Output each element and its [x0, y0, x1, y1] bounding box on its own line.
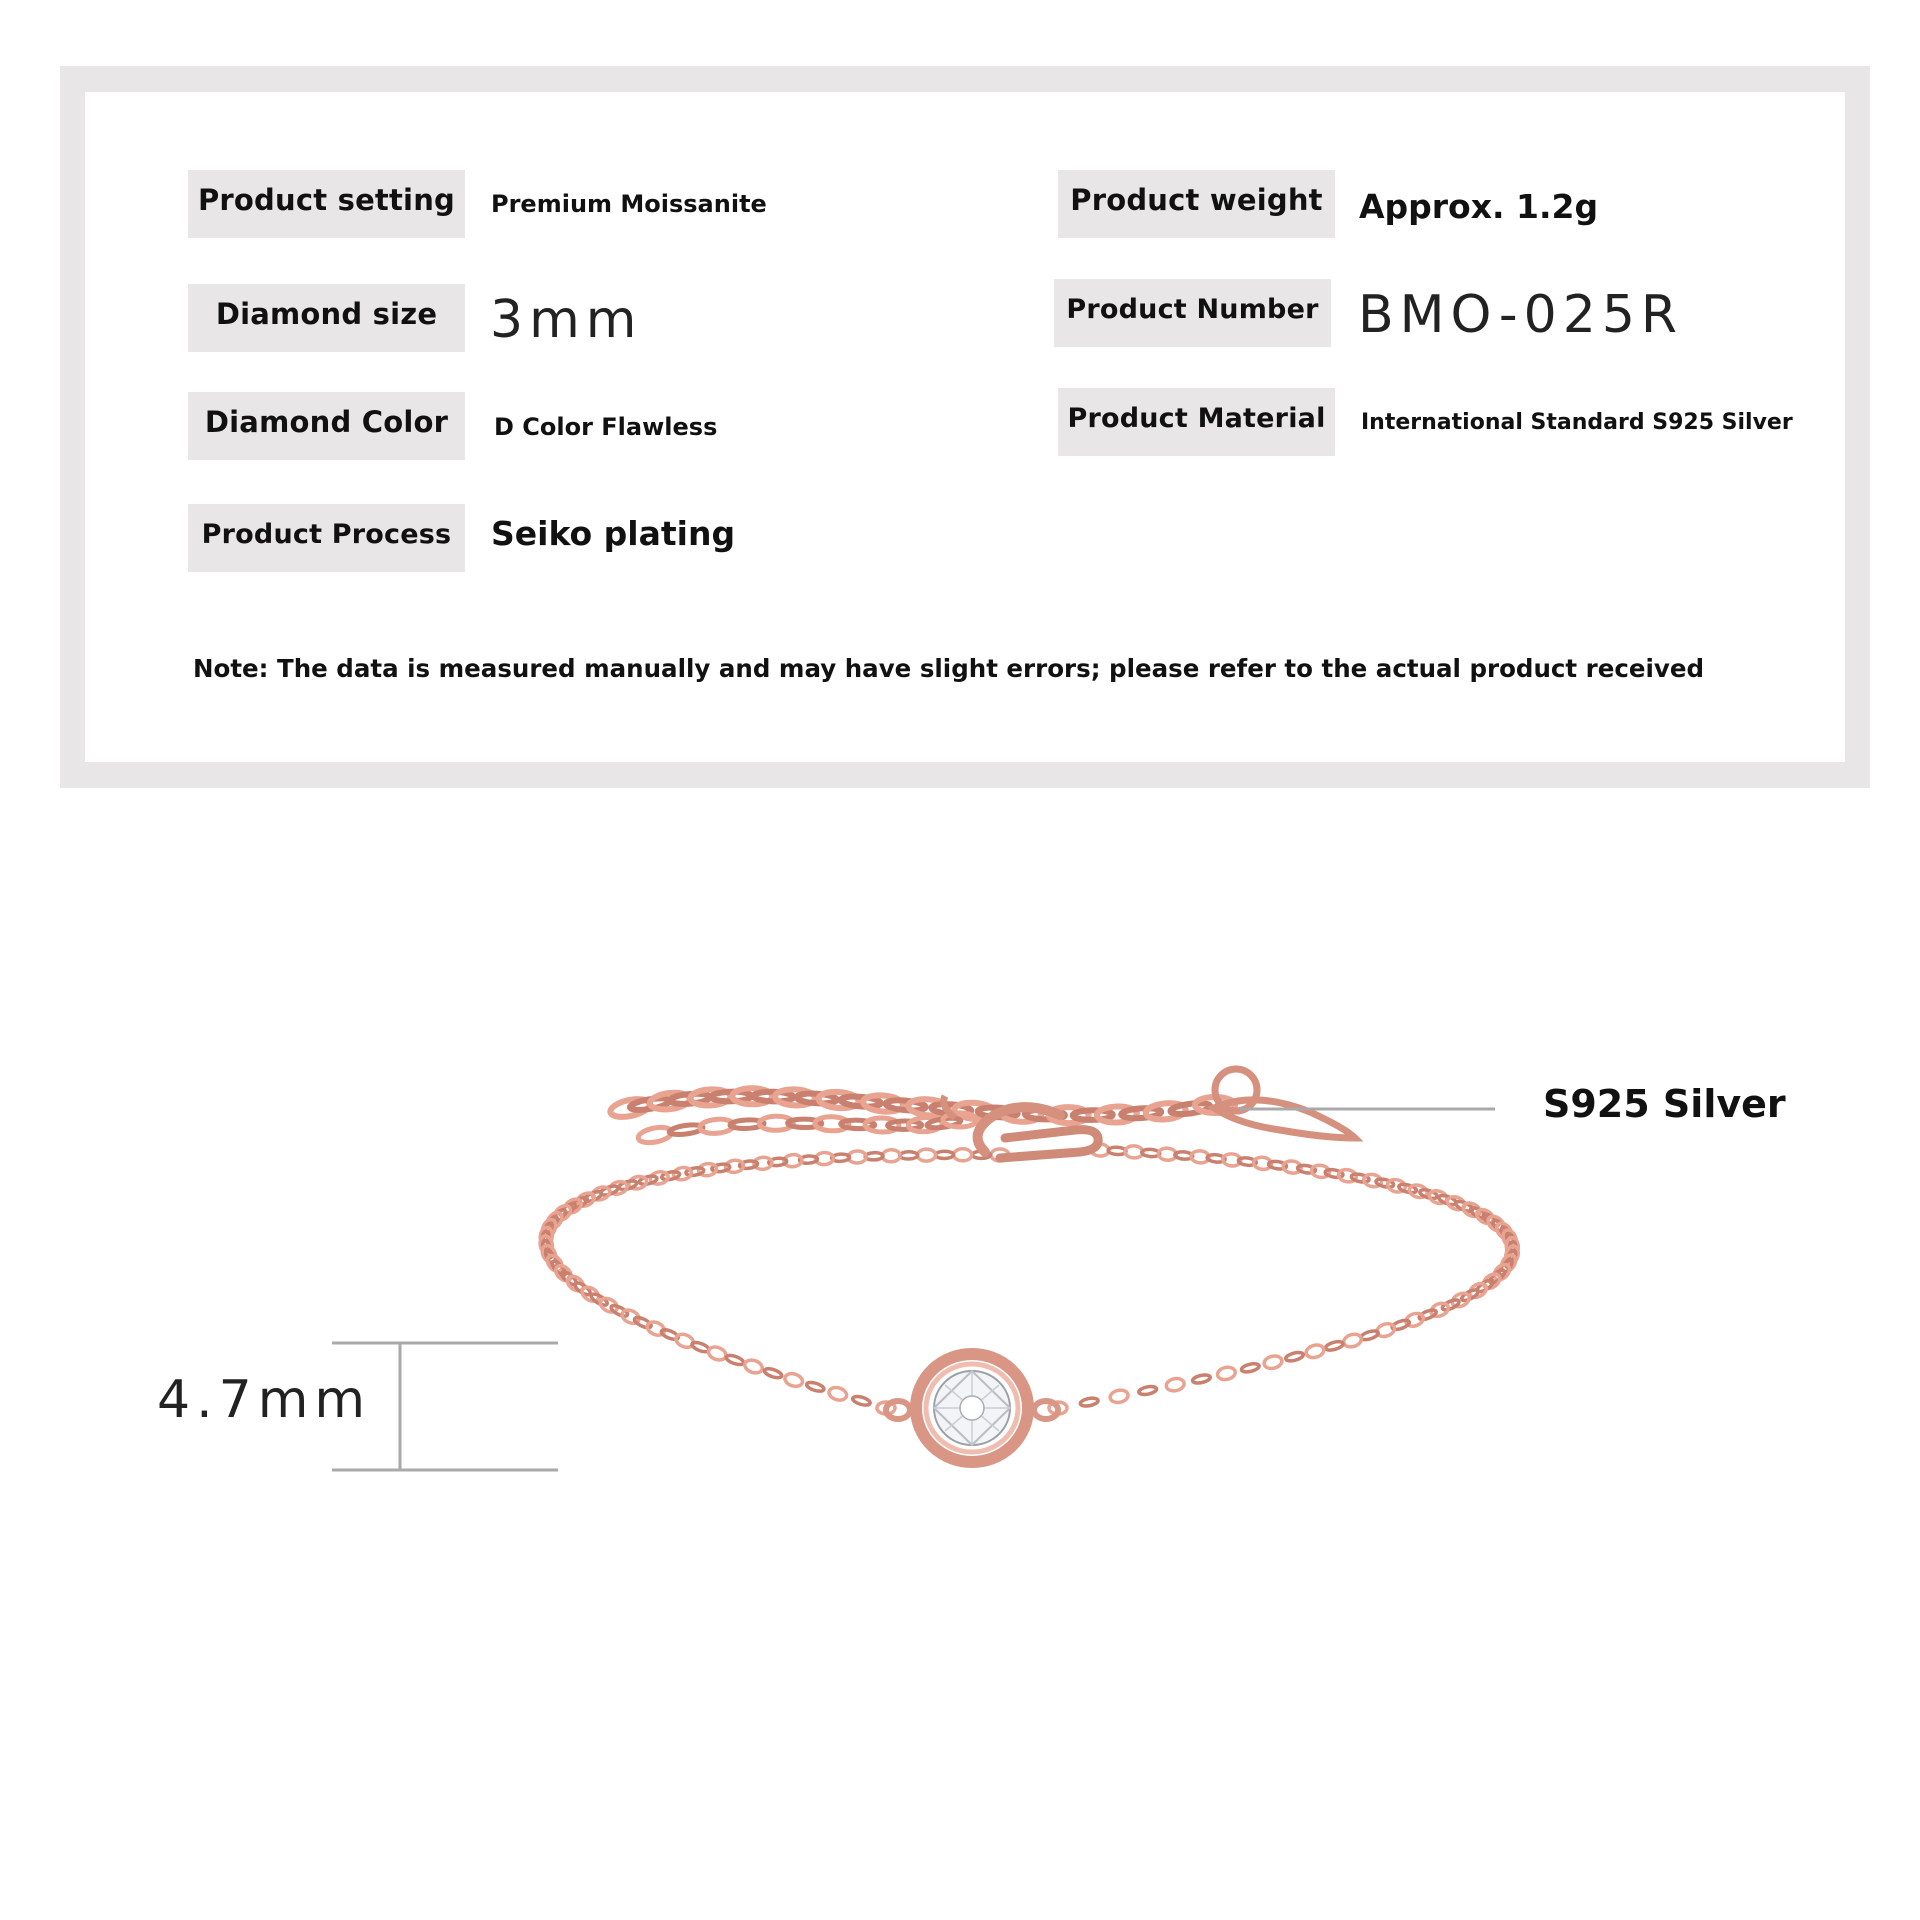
- chain-link: [1216, 1366, 1236, 1382]
- chain-link: [900, 1152, 918, 1160]
- chain-link: [806, 1381, 825, 1393]
- product-number-label: Product Number: [1054, 279, 1331, 347]
- diamond-size-label: Diamond size: [188, 284, 465, 352]
- product-process-value: Seiko plating: [491, 514, 736, 553]
- product-setting-value: Premium Moissanite: [491, 190, 767, 218]
- product-weight-label: Product weight: [1058, 170, 1335, 238]
- bezel-pendant: [886, 1354, 1058, 1462]
- chain-link: [1305, 1343, 1325, 1359]
- chain-link: [852, 1395, 871, 1407]
- chain-link: [917, 1149, 935, 1161]
- chain-link: [1285, 1351, 1304, 1362]
- extension-chain: [609, 1088, 1235, 1145]
- chain-link: [888, 1121, 922, 1130]
- bracelet-chain: [539, 1144, 1521, 1414]
- product-setting-label: Product setting: [188, 170, 465, 238]
- product-process-label: Product Process: [188, 504, 465, 572]
- size-callout: 4.7mm: [157, 1370, 372, 1430]
- chain-link: [763, 1367, 782, 1379]
- chain-link: [1073, 1110, 1113, 1120]
- chain-link: [637, 1125, 673, 1145]
- product-weight-value: Approx. 1.2g: [1359, 187, 1599, 226]
- product-number-value: BMO-025R: [1358, 285, 1684, 345]
- chain-link: [827, 1385, 848, 1402]
- chain-link: [1165, 1377, 1185, 1392]
- chain-link: [1138, 1385, 1157, 1396]
- heart-tag: [1214, 1069, 1355, 1138]
- chain-link: [954, 1149, 972, 1161]
- chain-link: [743, 1358, 764, 1375]
- chain-link: [725, 1354, 744, 1367]
- measurement-note: Note: The data is measured manually and may have slight errors; please refer to the actual product received: [193, 654, 1705, 683]
- chain-link: [707, 1345, 728, 1362]
- chain-link: [1080, 1397, 1099, 1407]
- diamond-color-value: D Color Flawless: [494, 413, 718, 441]
- product-material-label: Product Material: [1058, 388, 1335, 456]
- chain-link: [783, 1372, 804, 1389]
- chain-link: [1109, 1389, 1129, 1404]
- diamond-color-label: Diamond Color: [188, 392, 465, 460]
- product-material-value: International Standard S925 Silver: [1361, 410, 1793, 435]
- material-callout: S925 Silver: [1543, 1082, 1786, 1126]
- chain-link: [1192, 1374, 1211, 1385]
- chain-link: [1263, 1354, 1283, 1370]
- chain-link: [1325, 1340, 1344, 1352]
- chain-link: [935, 1151, 953, 1158]
- chain-link: [1241, 1362, 1260, 1373]
- chain-link: [1342, 1332, 1363, 1349]
- diamond-size-value: 3mm: [490, 290, 643, 350]
